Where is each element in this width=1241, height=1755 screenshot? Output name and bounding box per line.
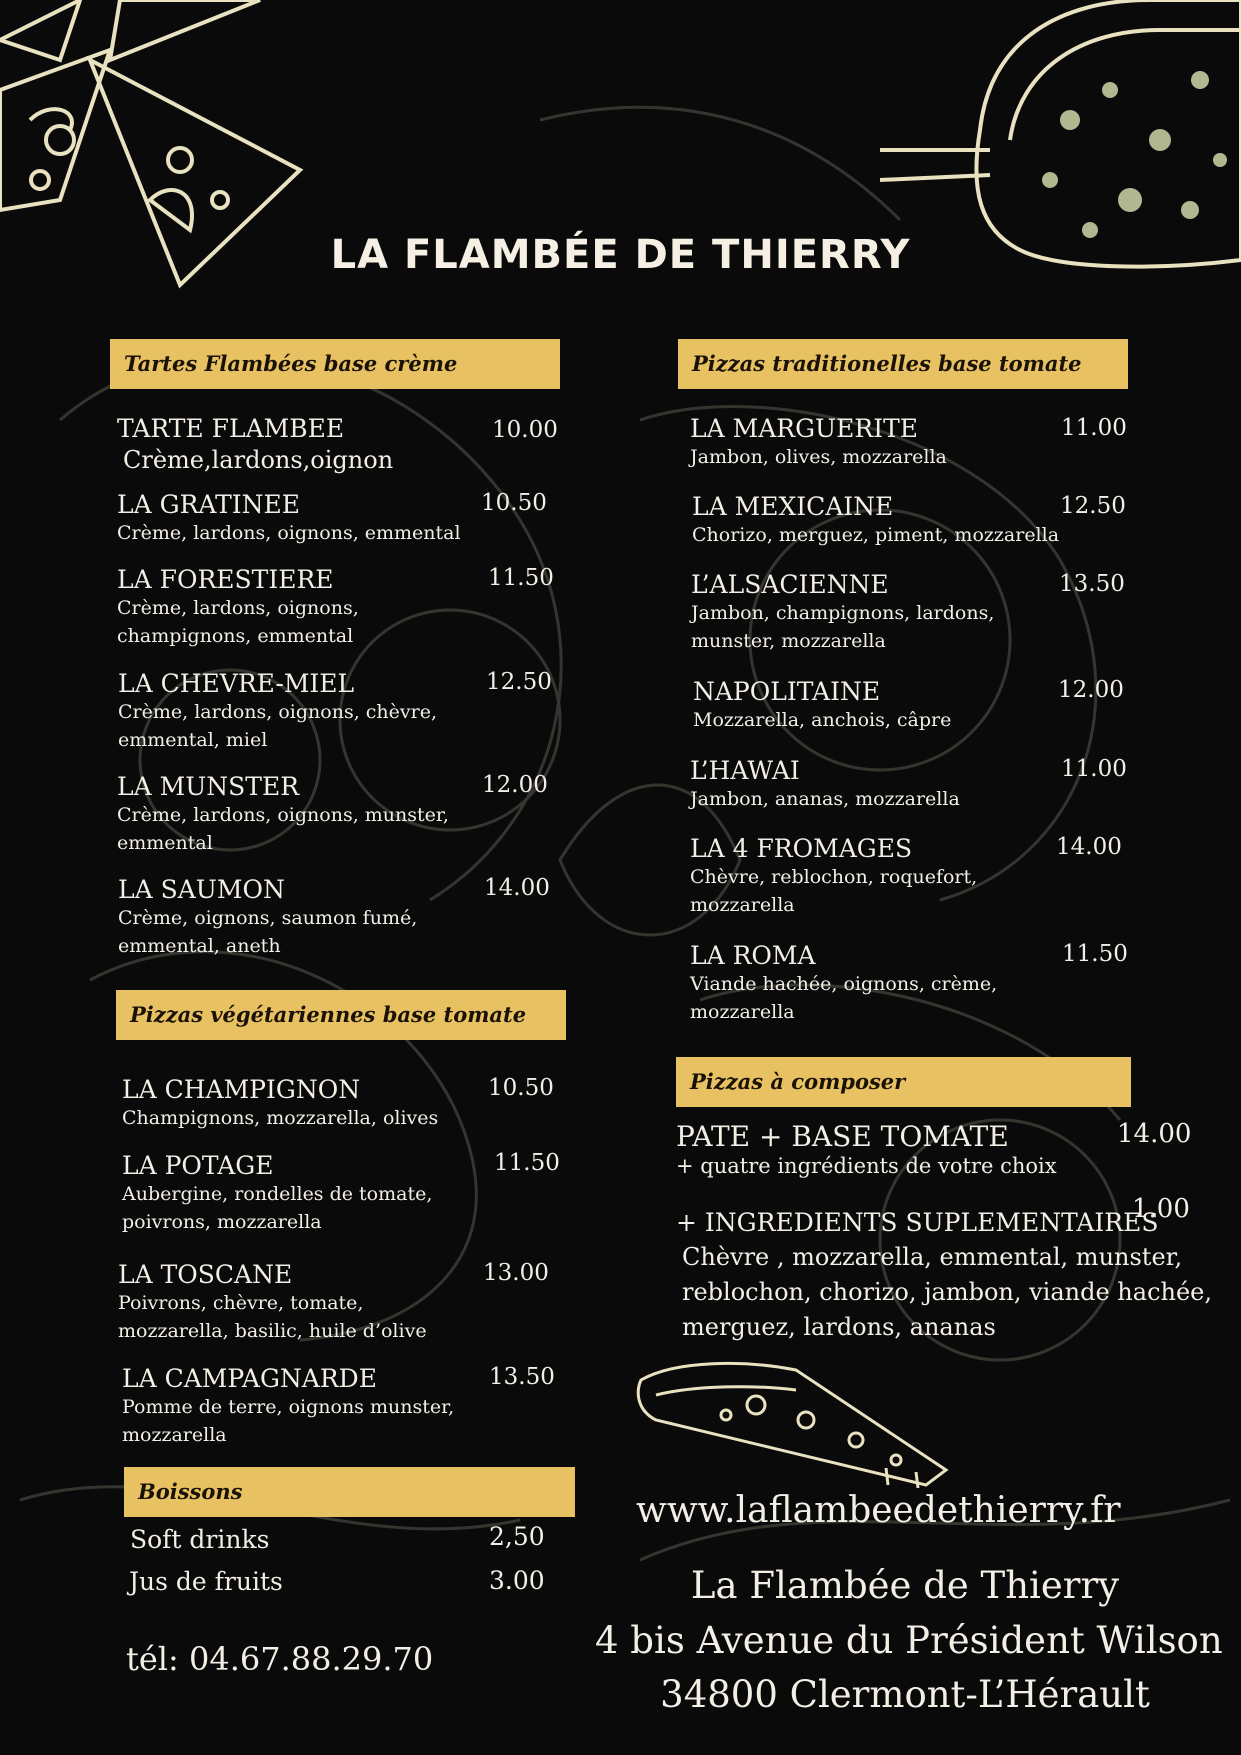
item-desc: Crème, lardons, oignons, emmental [117, 522, 461, 544]
item-desc: Jambon, champignons, lardons, munster, mozzarella [691, 602, 995, 652]
street-address: 4 bis Avenue du Président Wilson [595, 1619, 1223, 1662]
item-desc: Jambon, olives, mozzarella [690, 446, 947, 468]
menu-item [117, 566, 417, 650]
item-name: LA GRATINEE [117, 490, 301, 519]
item-name: L’HAWAI [690, 756, 800, 785]
restaurant-name: La Flambée de Thierry [690, 1564, 1120, 1607]
menu-item [122, 1076, 482, 1132]
item-price: 10.00 [492, 417, 558, 443]
item-name: LA MEXICAINE [692, 492, 894, 521]
menu-item [690, 757, 1020, 813]
item-desc: Mozzarella, anchois, câpre [693, 709, 952, 731]
item-name: LA CHAMPIGNON [122, 1075, 361, 1104]
menu-item [691, 571, 1011, 655]
website-link[interactable]: www.laflambeedethierry.fr [636, 1490, 1121, 1531]
menu-item [117, 415, 477, 477]
page-title: LA FLAMBÉE DE THIERRY [330, 232, 911, 278]
item-desc: Aubergine, rondelles de tomate, poivrons, mozzarella [122, 1183, 433, 1233]
item-price: 11.50 [488, 565, 554, 591]
item-name: LA CAMPAGNARDE [122, 1364, 377, 1393]
item-name: LA SAUMON [118, 875, 285, 904]
item-desc: Crème, lardons, oignons, champignons, emmental [117, 597, 359, 647]
section-heading-boissons: Boissons [124, 1467, 575, 1517]
pizza-slice-sketch-icon [636, 1360, 956, 1490]
item-price: 12.00 [482, 772, 548, 798]
menu-item [118, 1261, 448, 1345]
drink-name: Jus de fruits [129, 1567, 283, 1596]
item-price: 13.50 [1059, 571, 1125, 597]
item-price: 11.00 [1061, 415, 1127, 441]
item-price: 12.50 [486, 669, 552, 695]
item-price: 13.00 [483, 1260, 549, 1286]
item-price: 10.50 [481, 490, 547, 516]
item-price: 14.00 [1056, 834, 1122, 860]
item-name: LA FORESTIERE [117, 565, 334, 594]
item-desc: + quatre ingrédients de votre choix [676, 1154, 1057, 1178]
menu-item [676, 1122, 1096, 1180]
item-name: LA ROMA [690, 941, 816, 970]
item-price: 11.50 [494, 1150, 560, 1176]
item-desc: Crème, oignons, saumon fumé, emmental, aneth [118, 907, 418, 957]
item-desc: Crème, lardons, oignons, chèvre, emmental, miel [118, 701, 438, 751]
item-desc: Champignons, mozzarella, olives [122, 1107, 439, 1129]
item-desc: Jambon, ananas, mozzarella [690, 788, 960, 810]
drink-price: 2,50 [489, 1522, 545, 1551]
section-heading-composer: Pizzas à composer [676, 1057, 1131, 1107]
menu-item [690, 942, 1020, 1026]
item-price: 1.00 [1132, 1194, 1190, 1224]
item-desc: Viande hachée, oignons, crème, mozzarella [690, 973, 998, 1023]
item-name: LA 4 FROMAGES [690, 834, 913, 863]
menu-item [122, 1152, 452, 1236]
menu-item [690, 835, 1020, 919]
item-name: LA CHEVRE-MIEL [118, 669, 355, 698]
extras-ingredients-list: Chèvre , mozzarella, emmental, munster, reblochon, chorizo, jambon, viande hachée, merguez, lardons, ananas [682, 1243, 1213, 1341]
city-address: 34800 Clermont-L’Hérault [660, 1673, 1150, 1716]
item-price: 11.00 [1061, 756, 1127, 782]
item-price: 10.50 [488, 1075, 554, 1101]
menu-item [117, 491, 477, 547]
item-desc: Pomme de terre, oignons munster, mozzarella [122, 1396, 455, 1446]
item-name: TARTE FLAMBEE [117, 414, 345, 443]
item-name: NAPOLITAINE [693, 677, 881, 706]
item-desc: Chorizo, merguez, piment, mozzarella [692, 524, 1060, 546]
menu-item [117, 773, 467, 857]
item-name: L’ALSACIENNE [691, 570, 889, 599]
item-name: LA MUNSTER [117, 772, 300, 801]
item-name: LA MARGUERITE [690, 414, 918, 443]
item-price: 11.50 [1062, 941, 1128, 967]
menu-item [122, 1365, 472, 1449]
phone-number: tél: 04.67.88.29.70 [126, 1640, 434, 1678]
drink-price: 3.00 [489, 1566, 545, 1595]
menu-item [118, 876, 448, 960]
item-price: 13.50 [489, 1364, 555, 1390]
item-name: LA TOSCANE [118, 1260, 293, 1289]
item-name: + INGREDIENTS SUPLEMENTAIRES [676, 1208, 1159, 1237]
item-name: LA POTAGE [122, 1151, 274, 1180]
item-price: 12.00 [1058, 677, 1124, 703]
item-desc: Chèvre, reblochon, roquefort, mozzarella [690, 866, 978, 916]
menu-item [693, 678, 1023, 734]
item-price: 12.50 [1060, 493, 1126, 519]
menu-item [692, 493, 1082, 549]
item-desc: Poivrons, chèvre, tomate, mozzarella, basilic, huile d’olive [118, 1292, 427, 1342]
item-price: 14.00 [1117, 1119, 1192, 1149]
item-name: PATE + BASE TOMATE [676, 1120, 1009, 1153]
section-heading-vegetariennes: Pizzas végétariennes base tomate [116, 990, 566, 1040]
section-heading-tartes: Tartes Flambées base crème [110, 339, 560, 389]
menu-item [118, 670, 448, 754]
section-heading-traditionnelles: Pizzas traditionelles base tomate [678, 339, 1128, 389]
item-desc: Crème, lardons, oignons, munster, emmental [117, 804, 449, 854]
item-desc: Crème,lardons,oignon [123, 446, 394, 474]
item-price: 14.00 [484, 875, 550, 901]
extras-item [676, 1208, 1159, 1237]
drink-name: Soft drinks [130, 1525, 270, 1554]
menu-item [690, 415, 1020, 471]
